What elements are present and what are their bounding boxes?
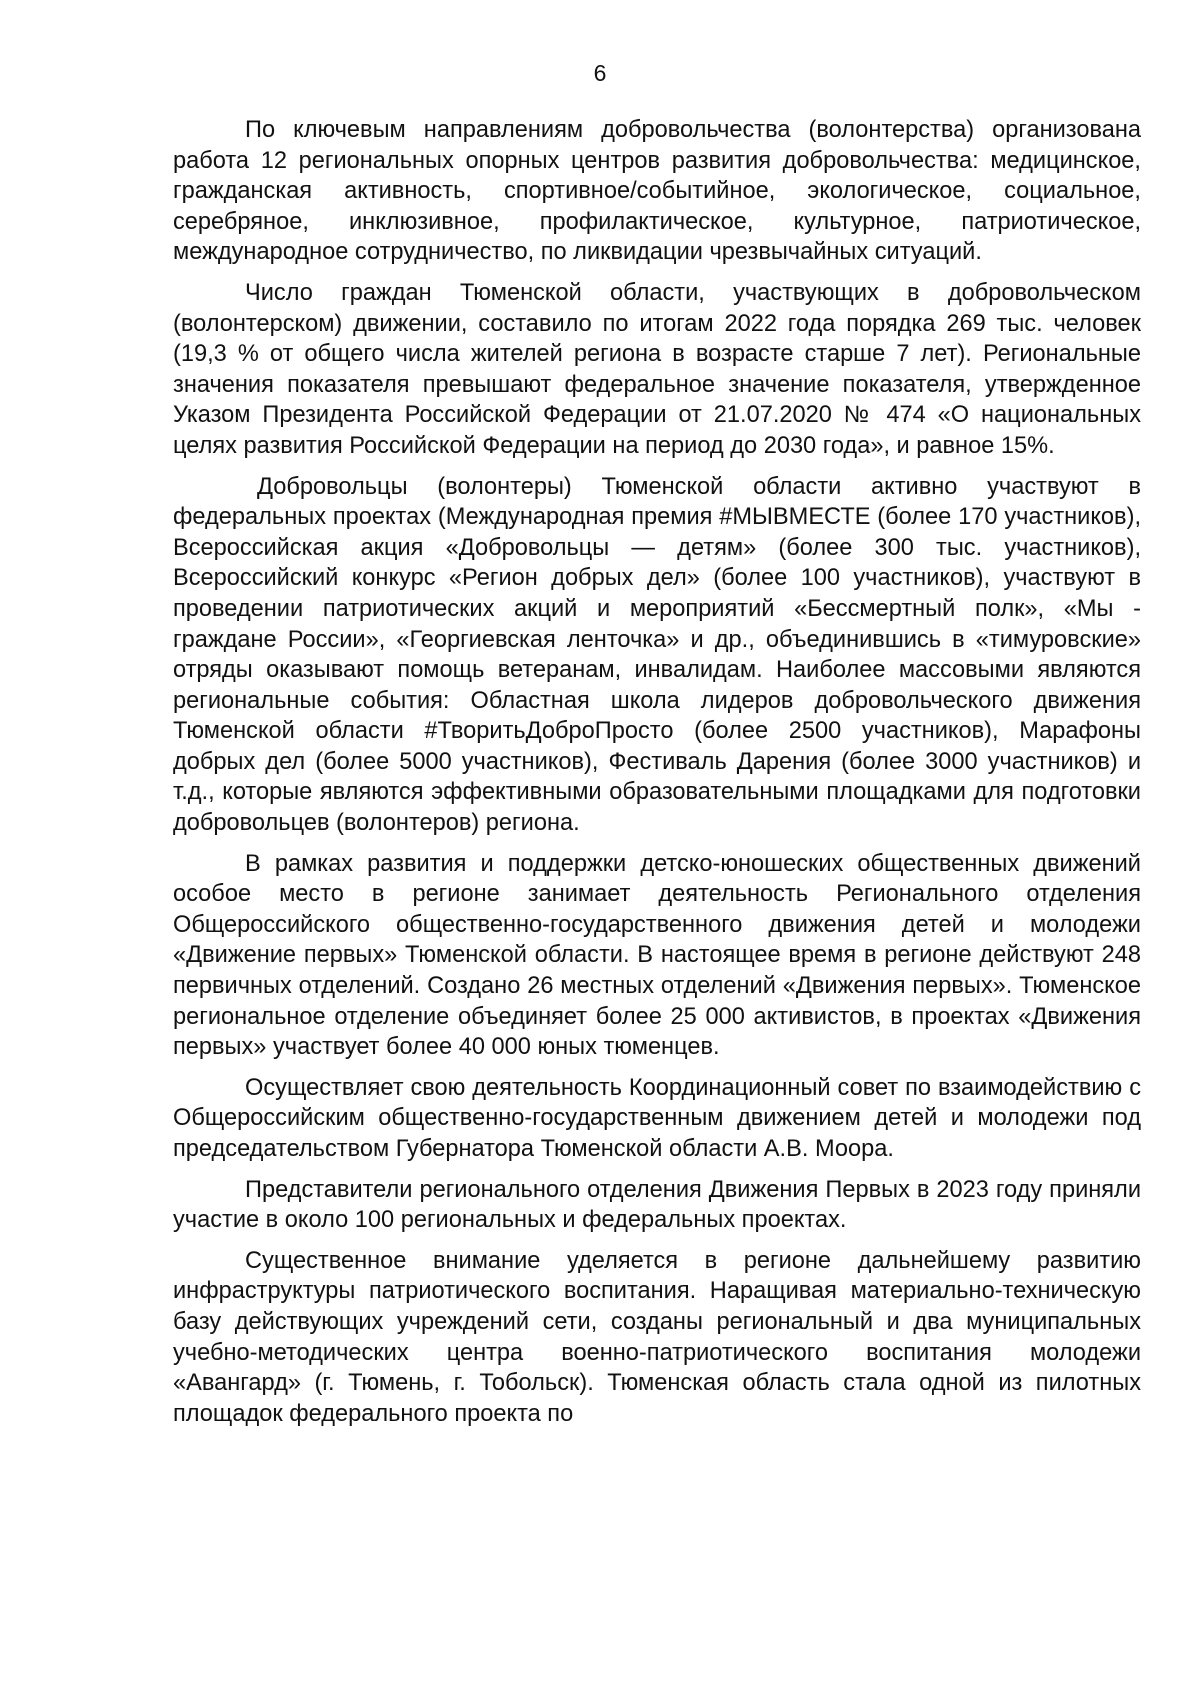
paragraph-patriotic-infrastructure: Существенное внимание уделяется в регионе дальнейшему развитию инфраструктуры патриотического воспитания. Наращивая материально-техническую базу действующих учреждений сети, созданы региональный и два муниципальных учебно-методических центра военно-патриотического воспитания молодежи «Авангард» (г. Тюмень, г. Тобольск). Тюменская область стала одной из пилотных площадок федерального проекта по: [173, 1247, 1141, 1427]
paragraph-participation-2023: Представители регионального отделения Движения Первых в 2023 году приняли участие в около 100 региональных и федеральных проектах.: [173, 1176, 1141, 1234]
paragraph-volunteer-directions: По ключевым направлениям добровольчества (волонтерства) организована работа 12 региональных опорных центров развития добровольчества: медицинское, гражданская активность, спортивное/событийное, экологическое, социальное, серебряное, инклюзивное, профилактическое, культурное, патриотическое, международное сотрудничество, по ликвидации чрезвычайных ситуаций.: [173, 117, 1141, 266]
paragraph-federal-projects: Добровольцы (волонтеры) Тюменской области активно участвуют в федеральных проектах (Международная премия #МЫВМЕСТЕ (более 170 участников), Всероссийская акция «Добровольцы — детям» (более 300 тыс. участников), Всероссийский конкурс «Регион добрых дел» (более 100 участников), участвуют в проведении патриотических акций и мероприятий «Бессмертный полк», «Мы - граждане России», «Георгиевская ленточка» и др., объединившись в «тимуровские» отряды оказывают помощь ветеранам, инвалидам. Наиболее массовыми являются региональные события: Областная школа лидеров добровольческого движения Тюменской области #ТворитьДоброПросто (более 2500 участников), Марафоны добрых дел (более 5000 участников), Фестиваль Дарения (более 3000 участников) и т.д., которые являются эффективными образовательными площадками для подготовки добровольцев (волонтеров) региона.: [173, 473, 1141, 837]
paragraph-coordination-council: Осуществляет свою деятельность Координационный совет по взаимодействию с Общероссийским общественно-государственным движением детей и молодежи под председательством Губернатора Тюменской области А.В. Моора.: [173, 1074, 1141, 1162]
paragraph-movement-of-firsts: В рамках развития и поддержки детско-юношеских общественных движений особое место в регионе занимает деятельность Регионального отделения Общероссийского общественно-государственного движения детей и молодежи «Движение первых» Тюменской области. В настоящее время в регионе действуют 248 первичных отделений. Создано 26 местных отделений «Движения первых». Тюменское региональное отделение объединяет более 25 000 активистов, в проектах «Движения первых» участвует более 40 000 юных тюменцев.: [173, 850, 1141, 1061]
page-number: 6: [593, 60, 607, 86]
document-body: [173, 115, 1141, 1439]
paragraph-citizens-count: Число граждан Тюменской области, участвующих в добровольческом (волонтерском) движении, составило по итогам 2022 года порядка 269 тыс. человек (19,3 % от общего числа жителей региона в возрасте старше 7 лет). Региональные значения показателя превышают федеральное значение показателя, утвержденное Указом Президента Российской Федерации от 21.07.2020 № 474 «О национальных целях развития Российской Федерации на период до 2030 года», и равное 15%.: [173, 279, 1141, 459]
